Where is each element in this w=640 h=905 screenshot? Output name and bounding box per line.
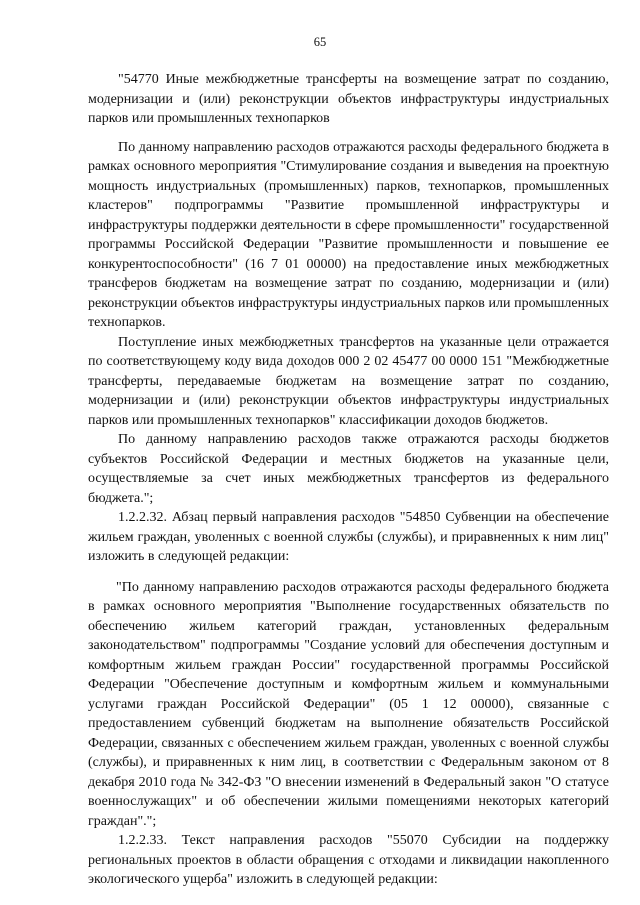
paragraph-54770-regional: По данному направлению расходов также отражаются расходы бюджетов субъектов Российской Федерации и местных бюджетов на указанные цели, осуществляемые за счет иных межбюджетных трансфертов из федерального бюджета."; xyxy=(88,432,609,506)
paragraph-54770-heading: "54770 Иные межбюджетные трансферты на возмещение затрат по созданию, модернизации и (или) реконструкции объектов инфраструктуры индустриальных парков или промышленных технопарков xyxy=(88,72,609,126)
paragraph-1-2-2-33: 1.2.2.33. Текст направления расходов "55070 Субсидии на поддержку региональных проектов в области обращения с отходами и ликвидации накопленного экологического ущерба" изложить в следующей редакции: xyxy=(88,833,609,887)
paragraph-54850-new-text: "По данному направлению расходов отражаются расходы федерального бюджета в рамках основного мероприятия "Выполнение государственных обязательств по обеспечению жильем категорий граждан, установленных федеральным законодательством" подпрограммы "Создание условий для обеспечения доступным и комфортным жильем граждан России" государственной программы Российской Федерации "Обеспечение доступным и комфортным жильем и коммунальными услугами граждан Российской Федерации" (05 1 12 00000), связанные с предоставлением субвенций бюджетам на выполнение обязательств Российской Федерации, связанных с обеспечением жильем граждан, уволенных с военной службы (службы), и приравненных к ним лиц, в соответствии с Федеральным законом от 8 декабря 2010 года № 342-ФЗ "О внесении изменений в Федеральный закон "О статусе военнослужащих" и об обеспечении жилыми помещениями некоторых категорий граждан"."; xyxy=(88,579,609,829)
page-number: 65 xyxy=(313,35,327,49)
document-body xyxy=(88,70,609,890)
paragraph-54770-revenue: Поступление иных межбюджетных трансфертов на указанные цели отражается по соответствующему коду вида доходов 000 2 02 45477 00 0000 151 "Межбюджетные трансферты, передаваемые бюджетам на возмещение затрат по созданию, модернизации и (или) реконструкции объектов инфраструктуры индустриальных парков или промышленных технопарков" классификации доходов бюджетов. xyxy=(88,334,609,428)
paragraph-54770-description: По данному направлению расходов отражаются расходы федерального бюджета в рамках основного мероприятия "Стимулирование создания и выведения на проектную мощность индустриальных (промышленных) парков, технопарков, промышленных кластеров" подпрограммы "Развитие промышленной инфраструктуры и инфраструктуры поддержки деятельности в сфере промышленности" государственной программы Российской Федерации "Развитие промышленности и повышение ее конкурентоспособности" (16 7 01 00000) на предоставление иных межбюджетных трансферов бюджетам на возмещение затрат по созданию, модернизации и (или) реконструкции объектов инфраструктуры индустриальных парков или промышленных технопарков. xyxy=(88,139,609,330)
paragraph-1-2-2-32: 1.2.2.32. Абзац первый направления расходов "54850 Субвенции на обеспечение жильем граждан, уволенных с военной службы (службы), и приравненных к ним лиц" изложить в следующей редакции: xyxy=(88,510,609,564)
